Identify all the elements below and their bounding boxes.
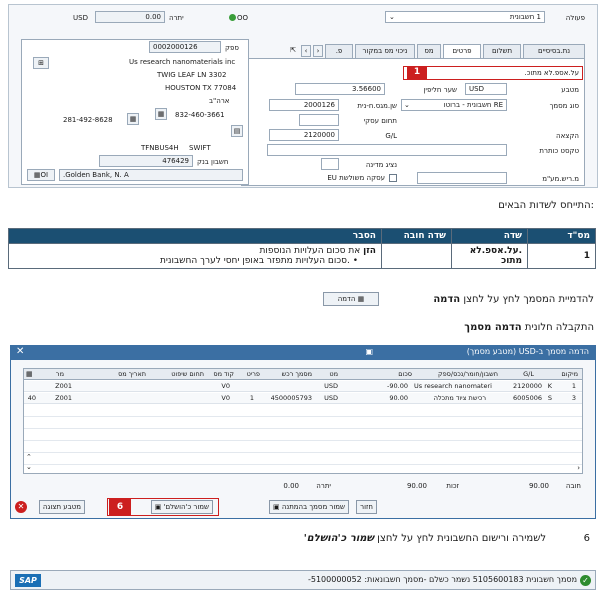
phone-icon[interactable]: ▦ [155,108,167,120]
operation-label: פעולה [565,14,585,22]
row2-gl: 6005006 [513,394,542,402]
tab-nav-right-icon[interactable]: › [313,45,323,57]
debit-value: 90.00 [528,482,549,490]
chevron-down-icon: ⌄ [389,13,395,21]
row-mandatory [382,244,452,269]
col-account: חשבון/חומר/נכס/ספק [438,370,498,378]
vendor-name: Us research nanomaterials inc [129,58,236,66]
exchange-field[interactable]: 3.56600 [295,83,385,95]
scroll-down-icon[interactable]: ⌄ [26,463,32,471]
save-complete-label: שמור כ'הושלם' [163,503,209,511]
balance-field: 0.00 [95,11,165,23]
doctype-select[interactable] [401,99,507,111]
total-balance-label: יתרה [316,482,331,490]
row1-tax: V0 [221,382,230,390]
amount-label: על.אספ.לא מתוכ. [524,69,579,77]
balance-currency: USD [73,14,88,22]
simulate-instruction [433,294,594,305]
col-pos: מיקום [561,370,578,378]
grid-empty-rows [24,405,582,473]
explanation-rest: את סכום העלויות הנוספות [259,246,364,256]
row-explanation [9,244,382,269]
sap-logo: SAP [15,574,41,587]
trilateral-checkbox[interactable] [389,174,397,182]
swift-value: TFNBUS4H [141,144,179,152]
save-park-label: שמור מסמך בהמתנה [281,503,345,511]
tab-withholding[interactable]: ניכוי מס במקור [355,44,415,58]
open-items-button[interactable] [27,169,55,181]
exchange-label: שער חליפין [423,86,457,94]
window-caption [464,322,594,333]
intro-text: :התייחס לשדות הבאים [498,200,594,211]
trilateral-label: עסקה משולשת EU [327,174,385,182]
fax-icon[interactable]: ▦ [127,113,139,125]
ref-field[interactable]: 2000126 [269,99,339,111]
status-bar [10,570,596,590]
state-field[interactable] [321,158,339,170]
back-button[interactable]: חזור [356,500,377,514]
row-field: .על.אספ.לא מתוכ [452,244,528,269]
debit-label: חובה [565,482,581,490]
gl-label: G/L [385,132,397,140]
row1-taxdate: Z001 [55,382,72,390]
row1-currency: USD [324,382,338,390]
vendor-label: ספק [225,44,239,52]
row2-tax: V0 [221,394,230,402]
vendor-country: ארה"ב [209,97,230,105]
oi-label: OI [40,171,49,179]
step6-number: 6 [583,533,590,544]
save-icon: ▣ [272,503,280,511]
explanation-bullet: .סכום העלויות מתפזר באופן יחסי לערך החשבונית [159,256,350,266]
field-table [8,228,596,269]
col-mr: מר [55,370,64,378]
operation-value: 1 חשבונית [509,13,541,21]
doctype-label: סוג מסמך [549,102,579,110]
step6-text [304,533,546,544]
swift-label: SWIFT [189,144,211,152]
invoice-screen [8,4,598,188]
window-titlebar [11,346,595,360]
bus-area-field[interactable] [299,114,339,126]
simulation-window [10,345,596,519]
col-amount: סכום [398,370,412,378]
vat-field[interactable] [417,172,507,184]
expand-icon[interactable]: ⇱ [290,46,296,54]
vendor-street: TWIG LEAF LN 3302 [157,71,227,79]
row2-item: 1 [249,394,254,402]
row1-gl: 2120000 [513,382,542,390]
oi-icon: ▦ [33,171,41,179]
bank-account-field: 476429 [99,155,193,167]
cancel-icon[interactable]: ✕ [15,501,27,513]
bus-area-label: תחום עסקי [363,117,397,125]
row2-key: S [547,394,552,402]
tab-tax[interactable]: מס [417,44,441,58]
credit-label: זכות [446,482,459,490]
ref-label: שן.מגס.ח-נית [357,102,397,110]
bullet-icon: • [349,256,358,266]
explanation-bold: הזן [363,246,376,256]
sim-grid [23,368,583,474]
tab-nav-left-icon[interactable]: ‹ [301,45,311,57]
window-title: הדמה מסמך ב-USD (מטבע מסמך) [466,347,589,356]
vendor-city: HOUSTON TX 77084 [165,84,237,92]
row2-currency: USD [324,394,338,402]
bank-name-field: .Golden Bank, N. A [59,169,243,181]
simulate-bold: הדמה [433,294,461,305]
col-gl: G/L [523,370,534,378]
vendor-phone2: 281-492-8628 [63,116,113,124]
row-num: 1 [528,244,596,269]
window-icon: ▣ [365,347,373,356]
vendor-detail-icon[interactable]: ⊞ [33,57,49,69]
scroll-right-icon[interactable]: › [577,464,580,472]
table-row [9,244,596,269]
status-message: מסמך חשבונית 5105600183 נשמר כשלם -מסמך חשבונאות: 5100000052- [307,575,577,584]
row1-key: K [547,382,552,390]
doctype-value: RE חשבונית - ברוטו [443,101,503,109]
field-table-header [9,229,596,244]
header-text-field[interactable] [267,144,507,156]
save-park-button[interactable] [269,500,349,514]
tab-basic-data[interactable]: נת.בסיסיים [523,44,585,58]
step-marker-6: 6 [109,499,131,515]
col-po: מסמך רכש [281,370,312,378]
vendor-phone1: 832-460-3661 [175,111,225,119]
status-light-label: OO [237,14,249,22]
row2-account: רכישת ציוד מתכלה [433,394,486,402]
column-header-explanation: הסבר [9,229,382,244]
simulate-button-label: הדמה [337,295,356,303]
row2-amount: 90.00 [389,394,408,402]
col-tax-date: תאריך מס [118,370,146,378]
window-caption-bold: הדמה מסמך [464,322,522,333]
window-caption-prefix: התקבלה חלונית [521,322,594,333]
row1-pos: 1 [571,382,576,390]
column-header-mandatory: שדה חובה [382,229,452,244]
row2-pos: 3 [571,394,576,402]
email-icon[interactable]: ▤ [231,125,243,137]
simulate-prefix: להדמיית המסמך לחץ על לחצן [460,294,594,305]
currency-label: מטבע [561,86,579,94]
step6-bold: שמור כ'הושלם' [303,533,374,544]
status-light-icon [229,14,236,21]
total-balance-value: 0.00 [283,482,299,490]
close-icon[interactable]: ✕ [16,346,25,357]
tab-details[interactable]: פרטים [443,44,481,59]
success-icon: ✓ [580,575,591,586]
save-complete-icon: ▣ [154,503,162,511]
credit-value: 90.00 [406,482,427,490]
column-header-field: שדה [452,229,528,244]
operation-select[interactable] [385,11,545,23]
row1-account: Us research nanomateri [414,382,492,390]
simulate-icon: ▦ [357,295,365,303]
row2-taxdate: Z001 [55,394,72,402]
step6-prefix: לשמירה ורישום החשבונית לחץ על לחצן [374,533,546,544]
vat-label: מ.ריש.מע"מ [542,175,579,183]
tab-payment[interactable]: תשלום [483,44,521,58]
currency-field[interactable]: USD [465,83,507,95]
recon-label: הקצאה [556,132,579,140]
row2-mr: 40 [27,394,36,402]
scroll-up-icon[interactable]: ⌃ [26,453,32,461]
col-jurisdiction: תחום שיפוט [171,370,204,378]
chevron-down-icon: ⌄ [404,101,410,109]
vendor-id-field: 0002000126 [149,41,221,53]
bank-account-label: חשבון בנק [197,158,229,166]
display-currency-button[interactable] [39,500,85,514]
col-tax: קוד מס [213,370,234,378]
column-header-num: מס"ד [528,229,596,244]
grid-settings-icon[interactable]: ▦ [26,370,33,378]
save-complete-button[interactable] [151,500,213,514]
row1-amount: -90.00 [387,382,408,390]
row2-po: 4500005793 [270,394,312,402]
state-label: נציג מדינה [365,161,397,169]
col-currency: מט [329,370,338,378]
simulate-button[interactable] [323,292,379,306]
recon-field[interactable]: 2120000 [269,129,339,141]
balance-label: יתרה [169,14,184,22]
display-currency-label: מטבע תצוגה [42,503,81,511]
col-item: פריט [246,370,260,378]
tab-more[interactable]: פ. [325,44,353,58]
step-marker-1: 1 [407,66,427,79]
header-text-label: טקסט כותרת [539,147,579,155]
